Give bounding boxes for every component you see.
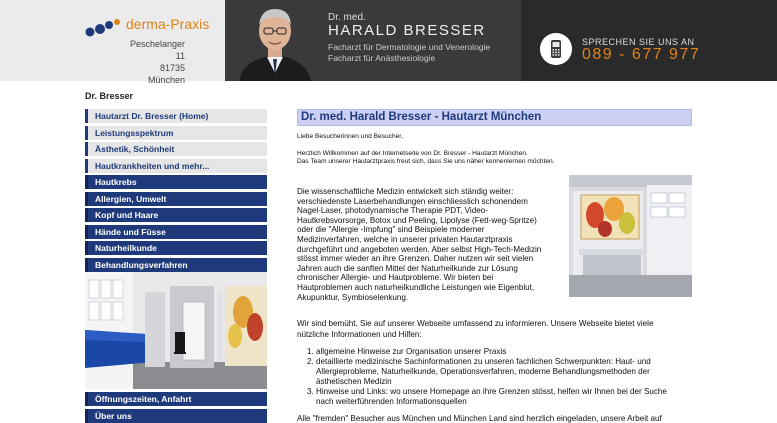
info-list (297, 347, 692, 407)
list-item-text: Allergieprobleme, Naturheilkunde, Operationsverfahren, moderne Behandlungsmethoden der (316, 367, 650, 376)
practice-hallway-photo (85, 272, 267, 389)
team-text: Das Team unserer Hautarztpraxis freut sich, dass Sie uns näher kennenlernen möchten. (297, 158, 555, 165)
sidebar-item-kopf-und-haare[interactable]: Kopf und Haare (85, 208, 267, 222)
doctor-title-prefix: Dr. med. (328, 12, 366, 23)
sidebar-item-allergien-umwelt[interactable]: Allergien, Umwelt (85, 192, 267, 206)
medicine-paragraph-line: Hautkrebsvorsorge, Botox und Peeling, Lipolyse (Fett-weg-Spritze) (297, 215, 537, 225)
invitation-text: Alle "fremden" Besucher aus München und München Land sind herzlich eingeladen, unsere Arbeit auf (297, 414, 662, 423)
doctor-specialties (328, 42, 490, 64)
list-item-text: nach weiterführenden Informationsquellen (316, 397, 467, 406)
site-header (0, 0, 777, 85)
list-item-number: 1. (307, 347, 314, 356)
doctor-portrait (233, 3, 317, 81)
specialty-anesthesiology: Facharzt für Anästhesiologie (328, 53, 436, 63)
list-item-number: 2. (307, 357, 314, 366)
logo-text[interactable]: derma-Praxis (126, 16, 210, 32)
header-logo-panel (0, 0, 225, 81)
medicine-paragraph-line: stösst immer wieder an ihre Grenzen. Daher nutzen wir seit vielen (297, 254, 534, 264)
website-intro-line: nützliche Informationen und Hilfen: (297, 329, 422, 339)
medicine-paragraph-line: Nagel-Laser, photodynamische Therapie PDT, Video- (297, 206, 488, 216)
list-item-text: Hinweise und Links: wo unsere Homepage an ihre Grenzen stösst, helfen wir Ihnen bei der Suche (316, 387, 667, 396)
list-item (297, 387, 692, 407)
sidebar-item-hautkrankheiten-und-mehr[interactable]: Hautkrankheiten und mehr... (85, 159, 267, 173)
list-item (297, 357, 692, 387)
medicine-paragraph-line: Die wissenschaftliche Medizin entwickelt sich ständig weiter: (297, 187, 514, 196)
practice-address (126, 38, 185, 86)
greeting-text: Liebe Besucherinnen und Besucher, (297, 133, 403, 140)
contact-label: SPRECHEN SIE UNS AN (582, 37, 695, 47)
welcome-text: Herzlich Willkommen auf der Internetseite von Dr. Bresser - Hautarzt München. (297, 150, 528, 157)
list-item (297, 347, 692, 357)
medicine-paragraph-line: Jahren auch die sanften Mittel der Naturheilkunde zur Lösung (297, 263, 518, 273)
list-item-text: allgemeine Hinweise zur Organisation unserer Praxis (316, 347, 507, 356)
phone-icon[interactable] (540, 33, 572, 65)
logo-dots-icon[interactable] (85, 17, 125, 39)
medicine-paragraph-line: durchgeführt und angeboten werden. Aber selbst High-Tech-Medizin (297, 244, 542, 254)
page-title: Dr. med. Harald Bresser - Hautarzt München (297, 109, 692, 126)
medicine-paragraph-line: verschiedenste Laserbehandlungen einschliesslich schonendem (297, 196, 528, 206)
sidebar-item-haende-und-fuesse[interactable]: Hände und Füsse (85, 225, 267, 239)
phone-number[interactable]: 089 - 677 977 (582, 46, 701, 63)
specialty-dermatology: Facharzt für Dermatologie und Venerologie (328, 42, 491, 52)
address-street: Peschelanger 11 (129, 39, 185, 61)
medicine-paragraph-line: chronischer Allergie- und Hautprobleme. Wir bieten bei (297, 273, 494, 283)
treatment-room-photo (569, 175, 692, 297)
sidebar-nav (85, 109, 267, 274)
sidebar-item-ueber-uns[interactable]: Über uns (85, 409, 267, 423)
list-item-text: ästhetischen Medizin (316, 377, 392, 386)
sidebar-nav-secondary (85, 392, 267, 423)
sidebar-item-naturheilkunde[interactable]: Naturheilkunde (85, 241, 267, 255)
medicine-paragraph (297, 187, 559, 302)
medicine-paragraph-line: Medizinverfahren, welche in unserer privaten Hautarztpraxis (297, 234, 513, 244)
sidebar-item-hautkrebs[interactable]: Hautkrebs (85, 175, 267, 189)
main-content (297, 109, 692, 423)
sidebar-item-oeffnungszeiten-anfahrt[interactable]: Öffnungszeiten, Anfahrt (85, 392, 267, 406)
medicine-paragraph-line: Hautproblemen auch naturheilkundliche Leistungen wie Eigenblut, (297, 282, 535, 292)
doctor-name: HARALD BRESSER (328, 22, 486, 39)
medicine-paragraph-line: oder die "Allergie -Impfung" sind Beispiele moderner (297, 225, 485, 235)
sidebar-item-behandlungsverfahren[interactable]: Behandlungsverfahren (85, 258, 267, 272)
sidebar-item-hautarzt-dr-bresser-home[interactable]: Hautarzt Dr. Bresser (Home) (85, 109, 267, 123)
list-item-text: detaillierte medizinische Sachinformationen zu unseren fachlichen Schwerpunkten: Haut- und (316, 357, 651, 366)
sidebar-item-aesthetik-schoenheit[interactable]: Ästhetik, Schönheit (85, 142, 267, 156)
breadcrumb[interactable]: Dr. Bresser (85, 91, 134, 101)
list-item-number: 3. (307, 387, 314, 396)
website-intro-line: Wir sind bemüht, Sie auf unserer Webseite umfassend zu informieren. Unsere Webseite bietet viele (297, 319, 654, 328)
website-intro (297, 319, 692, 340)
address-city: 81735 München (147, 63, 185, 85)
sidebar-item-leistungsspektrum[interactable]: Leistungsspektrum (85, 126, 267, 140)
medicine-paragraph-line: Akupunktur, Symbioselenkung. (297, 292, 409, 302)
